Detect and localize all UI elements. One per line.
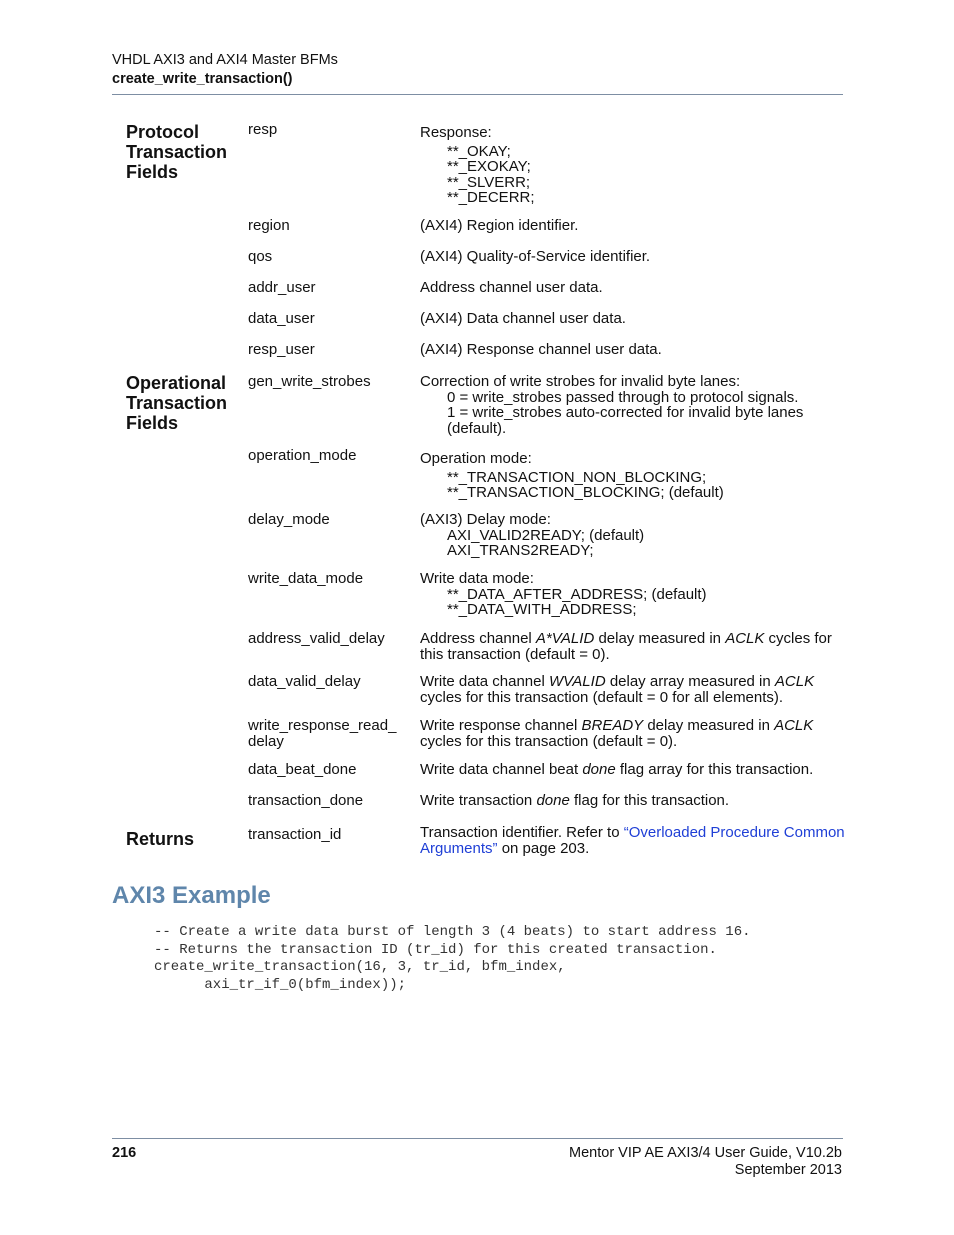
param-description: Address channel user data. <box>420 279 603 296</box>
param-description: Write data channel beat done flag array for this transaction. <box>420 761 814 778</box>
running-header-title: VHDL AXI3 and AXI4 Master BFMs <box>112 52 338 68</box>
description-lead: (AXI3) Delay mode: <box>420 511 551 528</box>
running-header-subtitle: create_write_transaction() <box>112 71 293 87</box>
param-name: data_valid_delay <box>248 673 361 690</box>
param-name: region <box>248 217 290 234</box>
param-name: addr_user <box>248 279 316 296</box>
param-name: write_data_mode <box>248 570 364 587</box>
option-line: 0 = write_strobes passed through to protocol signals. <box>447 388 799 406</box>
option-line: (default). <box>447 419 507 437</box>
param-name: qos <box>248 248 273 265</box>
header-rule <box>112 94 843 95</box>
enum-value: **_DATA_WITH_ADDRESS; <box>447 601 637 618</box>
param-description <box>420 571 845 618</box>
param-name: write_response_read_ delay <box>248 717 397 750</box>
footer-date: September 2013 <box>734 1162 842 1178</box>
cross-reference-link[interactable]: “Overloaded Procedure Common Arguments” <box>420 824 845 857</box>
param-description: (AXI4) Response channel user data. <box>420 341 662 358</box>
code-line: axi_tr_if_0(bfm_index)); <box>154 976 407 993</box>
param-description: (AXI4) Region identifier. <box>420 217 579 234</box>
param-name: delay_mode <box>248 511 330 528</box>
param-description <box>420 125 845 206</box>
param-name: data_user <box>248 310 315 327</box>
param-description <box>420 451 845 501</box>
option-line: 1 = write_strobes auto-corrected for invalid byte lanes <box>447 404 804 421</box>
code-line: -- Create a write data burst of length 3 (4 beats) to start address 16. <box>154 924 751 940</box>
footer-document-info <box>569 1145 842 1179</box>
param-name: resp_user <box>248 341 315 358</box>
footer-guide-title: Mentor VIP AE AXI3/4 User Guide, V10.2b <box>569 1145 842 1161</box>
enum-value: **_OKAY; <box>447 142 511 160</box>
enum-value: **_DECERR; <box>447 189 535 206</box>
enum-value: **_TRANSACTION_NON_BLOCKING; <box>447 468 707 486</box>
param-name: address_valid_delay <box>248 630 385 647</box>
section-returns: Returns <box>126 829 195 849</box>
param-name: transaction_id <box>248 826 342 843</box>
param-description: Transaction identifier. Refer to “Overloaded Procedure Common Arguments” on page 203. <box>420 824 845 857</box>
param-description: (AXI4) Quality-of-Service identifier. <box>420 248 651 265</box>
enum-value: **_EXOKAY; <box>447 158 531 175</box>
footer-rule <box>112 1138 843 1139</box>
description-lead: Response: <box>420 124 492 141</box>
section-heading-axi3-example: AXI3 Example <box>112 882 271 909</box>
param-description <box>420 374 845 436</box>
section-operational-fields: Operational Transaction Fields <box>126 373 228 433</box>
param-name: resp <box>248 121 278 138</box>
code-line: -- Returns the transaction ID (tr_id) for this created transaction. <box>154 941 717 958</box>
enum-value: AXI_VALID2READY; (default) <box>447 526 645 544</box>
code-line: create_write_transaction(16, 3, tr_id, bfm_index, <box>154 959 566 975</box>
enum-value: **_SLVERR; <box>447 173 531 191</box>
description-lead: Correction of write strobes for invalid byte lanes: <box>420 373 741 390</box>
enum-value: **_DATA_AFTER_ADDRESS; (default) <box>447 585 707 603</box>
param-description: Write transaction done flag for this transaction. <box>420 792 730 809</box>
param-description: Write data channel WVALID delay array measured in ACLK cycles for this transaction (default = 0 for all elements). <box>420 673 815 706</box>
param-description: Address channel A*VALID delay measured in ACLK cycles for this transaction (default = 0). <box>420 630 832 663</box>
enum-value: **_TRANSACTION_BLOCKING; (default) <box>447 484 724 501</box>
page-number: 216 <box>112 1145 137 1161</box>
description-lead: Write data mode: <box>420 570 534 587</box>
param-name: gen_write_strobes <box>248 373 371 390</box>
enum-value: AXI_TRANS2READY; <box>447 542 594 559</box>
param-description <box>420 512 845 559</box>
param-name: operation_mode <box>248 447 357 464</box>
code-block <box>154 924 751 994</box>
param-description: Write response channel BREADY delay measured in ACLK cycles for this transaction (default = 0). <box>420 717 814 750</box>
section-protocol-fields: Protocol Transaction Fields <box>126 122 228 182</box>
param-name: data_beat_done <box>248 761 357 778</box>
param-name: transaction_done <box>248 792 364 809</box>
description-lead: Operation mode: <box>420 450 532 467</box>
param-description: (AXI4) Data channel user data. <box>420 310 626 327</box>
